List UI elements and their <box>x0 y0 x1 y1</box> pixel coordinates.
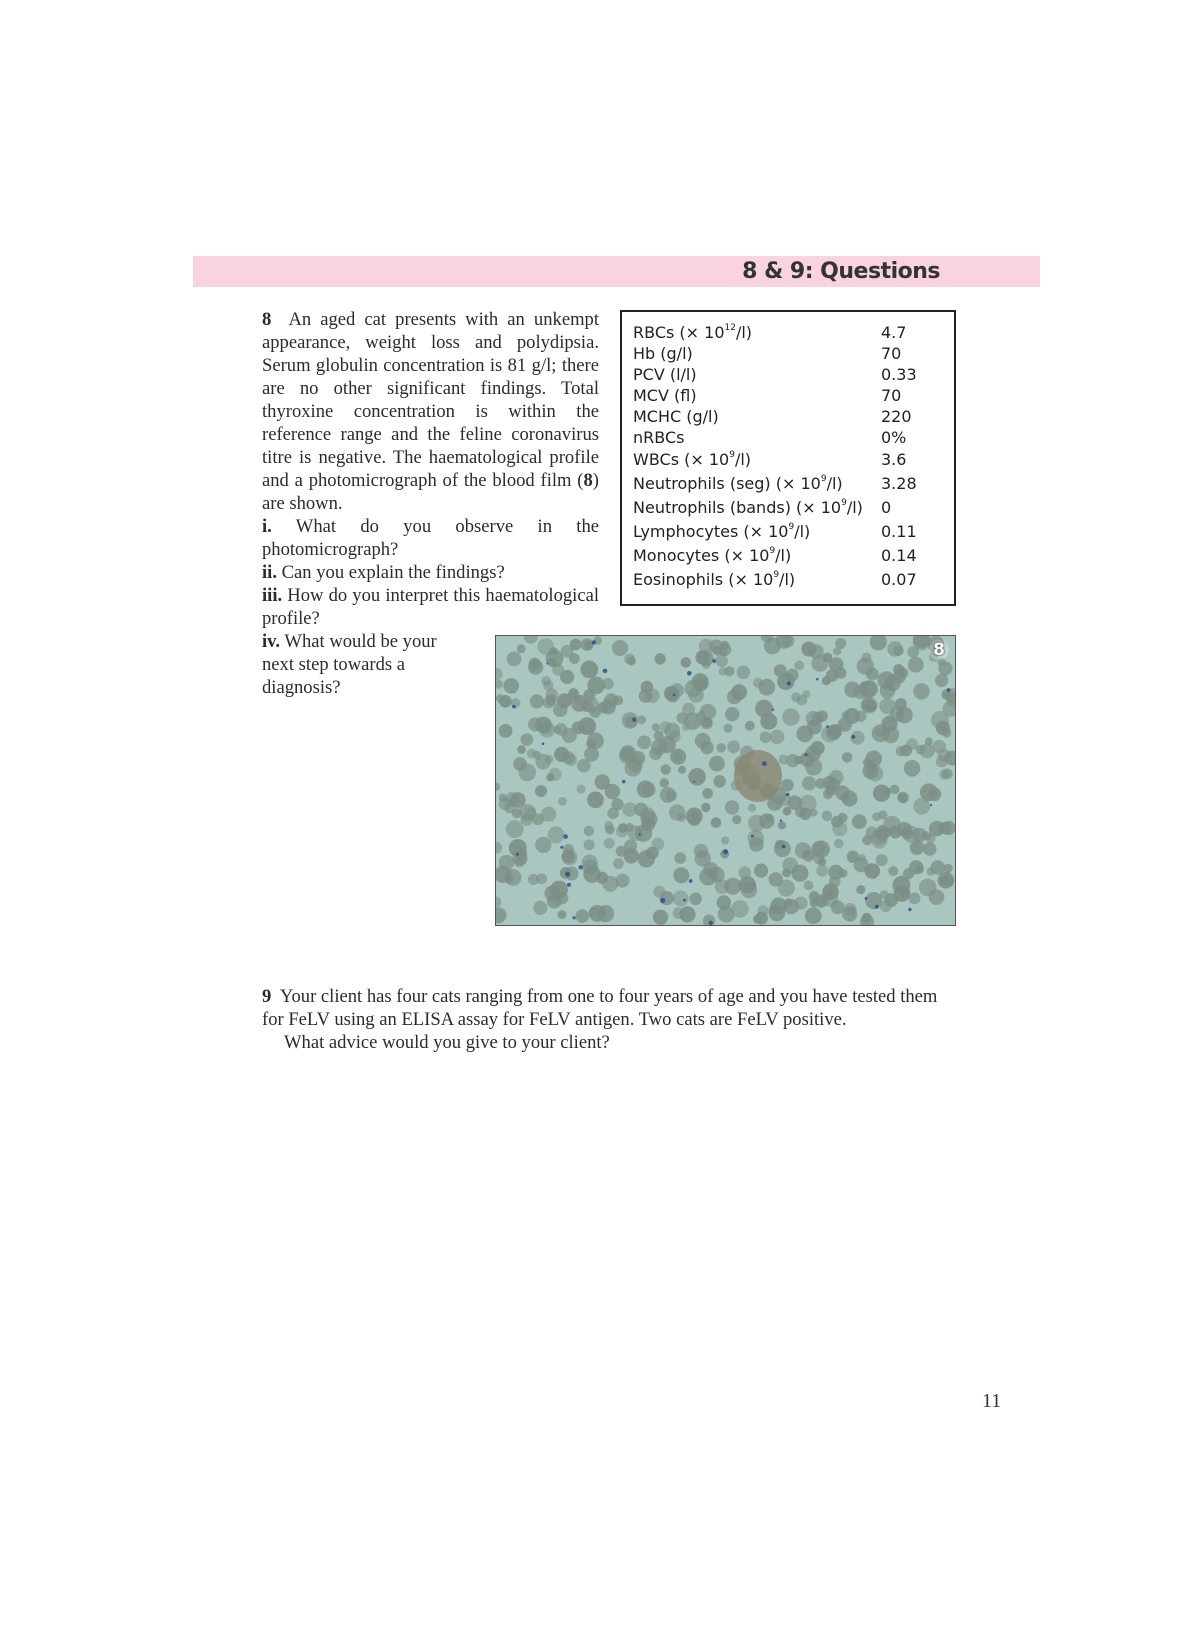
figure-reference: 8 <box>583 470 593 491</box>
table-row <box>633 322 946 344</box>
question-9-body <box>262 985 962 1031</box>
table-row <box>633 449 946 471</box>
item-text: What do you observe in the photomicrograph? <box>262 516 600 560</box>
question-8-text <box>262 308 599 630</box>
table-row <box>633 497 946 519</box>
table-row <box>633 385 946 407</box>
row-value: 3.28 <box>881 474 917 493</box>
section-header-band <box>193 256 1040 287</box>
table-row <box>633 521 946 543</box>
table-row <box>633 364 946 386</box>
row-value: 0.11 <box>881 522 917 541</box>
row-label: Neutrophils (bands) (× $10^9/l$) <box>633 498 863 517</box>
blood-film-image <box>496 636 955 925</box>
question-8-intro-text: An aged cat presents with an unkempt appearance, weight loss and polydipsia. Serum globulin concentration is 81 g/l; there are no other significant findings. Total thyroxine concentration is within the reference range and the feline coronavirus titre is negative. The haematological profile and a photomicrograph of the blood film ( <box>262 309 599 491</box>
row-label: Lymphocytes (× $10^9/l$) <box>633 522 811 541</box>
row-value: 0.07 <box>881 570 917 589</box>
row-label: RBCs (× $10^{12}/l$) <box>633 323 753 342</box>
question-8-item <box>262 515 599 561</box>
item-text: How do you interpret this haematological profile? <box>262 585 599 629</box>
row-value: 0 <box>881 498 892 517</box>
table-row <box>633 545 946 567</box>
table-row <box>633 473 946 495</box>
row-label: WBCs (× $10^9/l$) <box>633 450 752 469</box>
item-marker: iii. <box>262 585 283 606</box>
row-label: MCHC (g/l) <box>633 407 719 426</box>
row-value: 70 <box>881 386 902 405</box>
row-label: PCV (l/l) <box>633 365 697 384</box>
question-8-intro-end: ) are shown. <box>262 470 599 514</box>
question-9-question: What advice would you give to your client? <box>284 1032 610 1053</box>
row-value: 0.33 <box>881 365 917 384</box>
row-label: MCV (fl) <box>633 386 697 405</box>
question-9-statement: Your client has four cats ranging from one to four years of age and you have tested them for FeLV using an ELISA assay for FeLV antigen. Two cats are FeLV positive. <box>262 986 938 1030</box>
row-value: 70 <box>881 344 902 363</box>
question-8-item <box>262 630 472 699</box>
row-value: 220 <box>881 407 912 426</box>
table-row <box>633 406 946 428</box>
item-marker: i. <box>262 516 272 537</box>
section-title: 8 & 9: Questions <box>742 259 940 284</box>
question-number: 9 <box>262 986 272 1007</box>
row-value: 0.14 <box>881 546 917 565</box>
row-label: Hb (g/l) <box>633 344 693 363</box>
row-value: 4.7 <box>881 323 907 342</box>
item-text: What would be your next step towards a diagnosis? <box>262 631 437 698</box>
item-marker: iv. <box>262 631 281 652</box>
question-9-text <box>262 985 962 1054</box>
table-row <box>633 569 946 591</box>
haematology-table <box>620 310 956 606</box>
row-value: 3.6 <box>881 450 907 469</box>
question-8-item <box>262 561 599 584</box>
cell-clump <box>734 750 782 802</box>
blood-film-photomicrograph <box>495 635 956 926</box>
row-label: Neutrophils (seg) (× $10^9/l$) <box>633 474 843 493</box>
question-number: 8 <box>262 309 272 330</box>
table-row <box>633 427 946 449</box>
row-label: Eosinophils (× $10^9/l$) <box>633 570 796 589</box>
row-label: Monocytes (× $10^9/l$) <box>633 546 792 565</box>
table-row <box>633 343 946 365</box>
question-8-item <box>262 584 599 630</box>
item-marker: ii. <box>262 562 277 583</box>
item-text: Can you explain the findings? <box>281 562 505 583</box>
question-8-tail <box>262 630 472 699</box>
row-value: 0% <box>881 428 907 447</box>
row-label: nRBCs <box>633 428 685 447</box>
page-number: 11 <box>982 1390 1002 1412</box>
question-8-intro <box>262 308 599 515</box>
figure-label: 8 <box>929 640 949 660</box>
